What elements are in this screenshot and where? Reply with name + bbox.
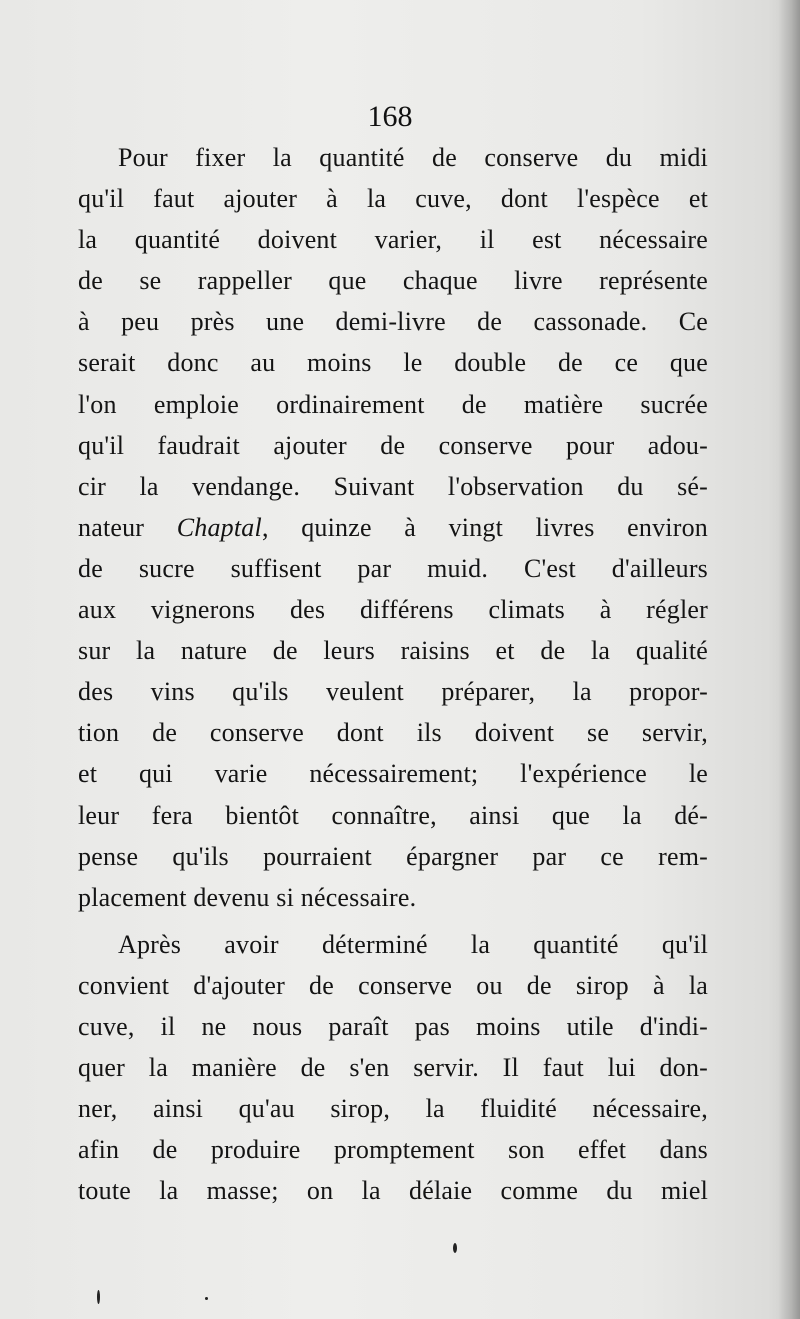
text-line: toute la masse; on la délaie comme du miel — [78, 1176, 708, 1206]
text-line-with-italic — [78, 507, 708, 548]
text-line: Pour fixer la quantité de conserve du midi — [118, 143, 708, 172]
text-line: tion de conserve dont ils doivent se servir, — [78, 718, 708, 748]
paper-speck — [453, 1243, 457, 1253]
page-body — [78, 137, 708, 1211]
text-line: des vins qu'ils veulent préparer, la propor- — [78, 677, 708, 707]
italic-name: Chaptal — [176, 512, 262, 542]
text-line: cuve, il ne nous paraît pas moins utile d'indi- — [78, 1011, 708, 1041]
text-line: aux vignerons des différens climats à régler — [78, 595, 708, 625]
text-line: de se rappeller que chaque livre représente — [78, 266, 708, 296]
text-segment: nateur — [78, 512, 177, 542]
text-line: cir la vendange. Suivant l'observation du sé- — [78, 471, 708, 501]
text-line: leur fera bientôt connaître, ainsi que la dé- — [78, 800, 708, 830]
page-number: 168 — [367, 100, 413, 133]
text-line: convient d'ajouter de conserve ou de sirop à la — [78, 970, 708, 1000]
paper-speck — [97, 1290, 100, 1304]
text-line: sur la nature de leurs raisins et de la qualité — [78, 636, 708, 666]
text-line: et qui varie nécessairement; l'expérience le — [78, 759, 708, 789]
text-line: qu'il faudrait ajouter de conserve pour adou- — [78, 430, 708, 460]
text-line: quer la manière de s'en servir. Il faut lui don- — [78, 1053, 708, 1083]
text-line: serait donc au moins le double de ce que — [78, 348, 708, 378]
paper-speck — [205, 1297, 208, 1300]
text-line: à peu près une demi-livre de cassonade. Ce — [78, 307, 708, 337]
text-line: qu'il faut ajouter à la cuve, dont l'espèce et — [78, 184, 708, 214]
text-line: ner, ainsi qu'au sirop, la fluidité nécessaire, — [78, 1094, 708, 1124]
text-line: l'on emploie ordinairement de matière sucrée — [78, 389, 708, 419]
text-line: la quantité doivent varier, il est nécessaire — [78, 225, 708, 255]
text-segment: , quinze à vingt livres environ — [261, 512, 708, 542]
text-line: Après avoir déterminé la quantité qu'il — [118, 929, 708, 959]
text-line: placement devenu si nécessaire. — [78, 882, 417, 912]
text-line: de sucre suffisent par muid. C'est d'ailleurs — [78, 553, 708, 583]
text-line: afin de produire promptement son effet dans — [78, 1135, 708, 1165]
page-gutter-shadow — [778, 0, 800, 1319]
text-line: pense qu'ils pourraient épargner par ce rem- — [78, 841, 708, 871]
